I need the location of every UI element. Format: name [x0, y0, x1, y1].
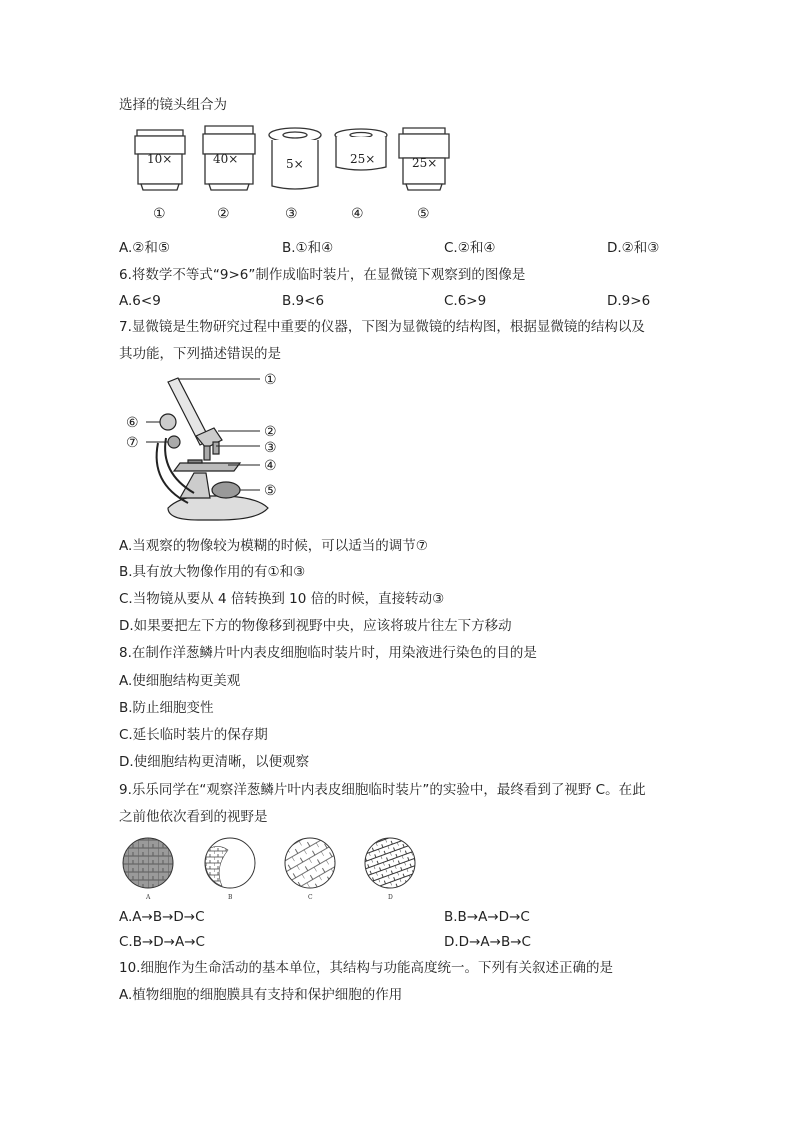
q9-option-c: C.B→D→A→C — [119, 934, 205, 950]
lens-3-num: ③ — [285, 206, 298, 222]
q5-option-d: D.②和③ — [607, 240, 660, 256]
lens-2-mag: 40× — [213, 152, 239, 166]
lens-1-mag: 10× — [147, 152, 173, 166]
q7-stem-line2: 其功能，下列描述错误的是 — [119, 346, 281, 362]
view-label-b: B — [228, 894, 233, 901]
lens-1-num: ① — [153, 206, 166, 222]
q6-option-a: A.6<9 — [119, 293, 161, 309]
q8-option-b: B.防止细胞变性 — [119, 700, 214, 716]
part-label-2: ② — [264, 424, 277, 440]
q6-option-d: D.9>6 — [607, 293, 651, 309]
q5-option-a: A.②和⑤ — [119, 240, 170, 256]
coarse-knob-icon — [160, 414, 176, 430]
q9-option-d: D.D→A→B→C — [444, 934, 531, 950]
view-b-icon — [205, 838, 255, 888]
part-label-5: ⑤ — [264, 483, 277, 499]
objective-icon — [204, 446, 210, 460]
q7-option-c: C.当物镜从要从 4 倍转换到 10 倍的时候，直接转动③ — [119, 591, 445, 607]
view-d-icon — [365, 838, 415, 888]
part-label-6: ⑥ — [126, 415, 139, 431]
stage-icon — [174, 463, 240, 471]
fine-knob-icon — [168, 436, 180, 448]
field-of-view-figure — [118, 836, 424, 904]
q8-stem: 8.在制作洋葱鳞片叶内表皮细胞临时装片时，用染液进行染色的目的是 — [119, 645, 537, 661]
lens-figure — [125, 120, 470, 230]
q7-option-a: A.当观察的物像较为模糊的时候，可以适当的调节⑦ — [119, 538, 428, 554]
microscope-figure — [118, 368, 298, 528]
q9-stem-line2: 之前他依次看到的视野是 — [119, 809, 268, 825]
q6-stem: 6.将数学不等式“9>6”制作成临时装片，在显微镜下观察到的图像是 — [119, 267, 526, 283]
q10-stem: 10.细胞作为生命活动的基本单位，其结构与功能高度统一。下列有关叙述正确的是 — [119, 960, 613, 976]
view-c-icon — [285, 838, 335, 888]
mirror-icon — [212, 482, 240, 498]
part-label-7: ⑦ — [126, 435, 139, 451]
view-label-a: A — [146, 894, 151, 901]
part-label-4: ④ — [264, 458, 277, 474]
q7-option-d: D.如果要把左下方的物像移到视野中央，应该将玻片往左下方移动 — [119, 618, 512, 634]
lens-2-num: ② — [217, 206, 230, 222]
q5-option-b: B.①和④ — [282, 240, 334, 256]
q9-stem-line1: 9.乐乐同学在“观察洋葱鳞片叶内表皮细胞临时装片”的实验中，最终看到了视野 C。在此 — [119, 782, 646, 798]
part-label-1: ① — [264, 372, 277, 388]
q6-option-b: B.9<6 — [282, 293, 325, 309]
q7-option-b: B.具有放大物像作用的有①和③ — [119, 564, 306, 580]
q5-option-c: C.②和④ — [444, 240, 496, 256]
part-label-3: ③ — [264, 440, 277, 456]
q8-option-d: D.使细胞结构更清晰，以便观察 — [119, 754, 310, 770]
q10-option-a: A.植物细胞的细胞膜具有支持和保护细胞的作用 — [119, 987, 403, 1003]
view-a-icon — [123, 838, 173, 888]
q9-option-a: A.A→B→D→C — [119, 909, 205, 925]
lens-4-num: ④ — [351, 206, 364, 222]
lens-5-num: ⑤ — [417, 206, 430, 222]
lens-4-mag: 25× — [350, 152, 376, 166]
q6-option-c: C.6>9 — [444, 293, 487, 309]
view-label-c: C — [308, 894, 313, 901]
q9-option-b: B.B→A→D→C — [444, 909, 530, 925]
q8-option-a: A.使细胞结构更美观 — [119, 673, 241, 689]
intro-text: 选择的镜头组合为 — [119, 97, 227, 113]
lens-5-mag: 25× — [412, 156, 438, 170]
q8-option-c: C.延长临时装片的保存期 — [119, 727, 268, 743]
lens-3-mag: 5× — [286, 157, 304, 171]
q7-stem-line1: 7.显微镜是生物研究过程中重要的仪器，下图为显微镜的结构图，根据显微镜的结构以及 — [119, 319, 645, 335]
view-label-d: D — [388, 894, 393, 901]
